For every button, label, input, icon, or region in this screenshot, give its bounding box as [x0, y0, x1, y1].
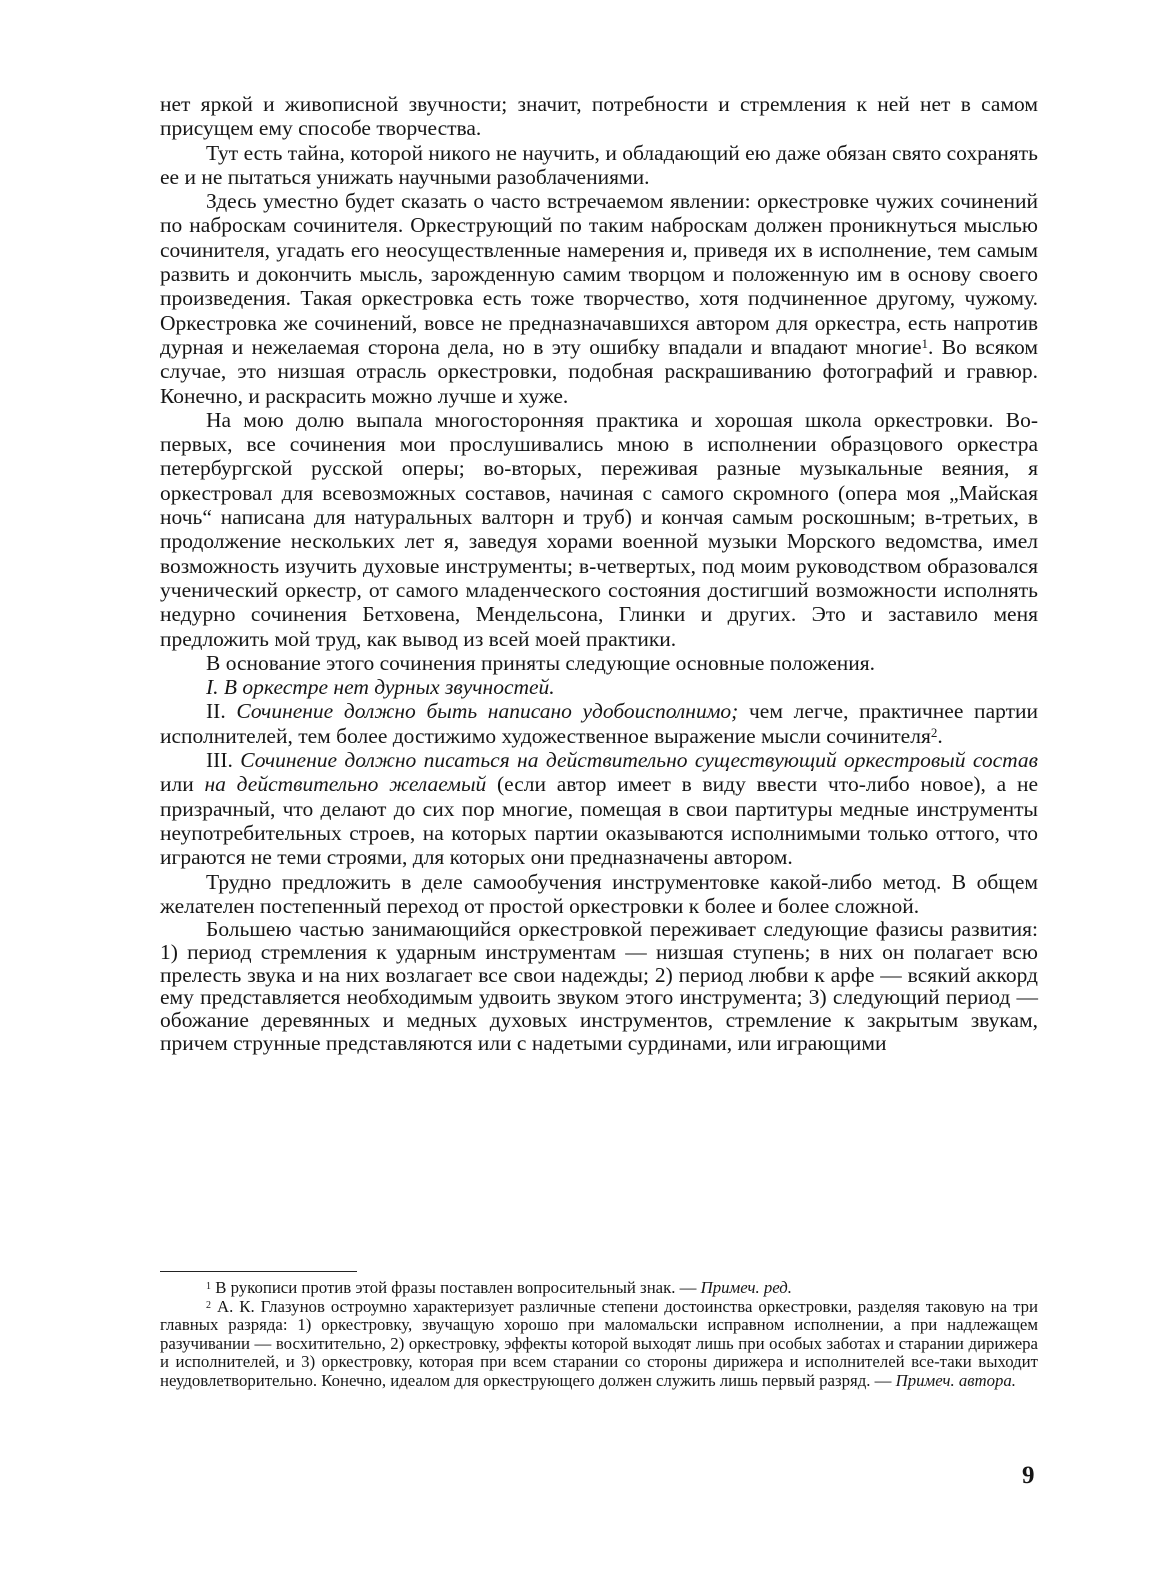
page-number: 9	[1022, 1462, 1035, 1489]
footnote	[160, 1279, 1038, 1298]
paragraph-text: .	[937, 723, 943, 748]
main-text	[160, 92, 1038, 1055]
principle-text: Сочинение должно быть написано удобоисполнимо;	[236, 699, 739, 724]
paragraph-text: (если автор имеет в виду ввести что-либо новое), а не призрачный, что делают до сих пор многие, помещая в свои партитуры медные инструменты неупотребительных строев, на которых партии оказываются исполнимыми только оттого, что играются не теми строями, для которых они предназначены автором.	[160, 772, 1038, 870]
principle-number: II.	[206, 699, 237, 724]
footnote-mark: 2	[206, 1299, 211, 1311]
paragraph-text: или	[160, 772, 205, 797]
principle-3	[160, 748, 1038, 869]
paragraph: нет яркой и живописной звучности; значит, потребности и стремления к ней нет в самом присущем ему способе творчества.	[160, 92, 1038, 141]
paragraph	[160, 189, 1038, 408]
footnote-note: Примеч. ред.	[700, 1278, 792, 1297]
principle-1	[160, 675, 1038, 699]
paragraph-text: чем легче, практичнее партии исполнителей, тем более достижимо художественное выражение мысли сочинителя	[160, 699, 1038, 748]
footnote-mark: 1	[206, 1281, 211, 1292]
principle-2	[160, 699, 1038, 748]
principle-text: на действительно желаемый	[204, 772, 487, 797]
paragraph-text: . Во всяком случае, это низшая отрасль оркестровки, подобная раскрашиванию фотографий и гравюр. Конечно, и раскрасить можно лучше и хуже.	[160, 334, 1038, 408]
footnote-text: В рукописи против этой фразы поставлен вопросительный знак. —	[211, 1278, 701, 1297]
paragraph: Трудно предложить в деле самообучения инструментовке какой-либо метод. В общем желателен постепенный переход от простой оркестровки к более и более сложной.	[160, 869, 1038, 918]
principle-number: III.	[206, 748, 241, 773]
footnote	[160, 1298, 1038, 1391]
paragraph: В основание этого сочинения приняты следующие основные положения.	[206, 650, 876, 675]
paragraph-text: Здесь уместно будет сказать о часто встречаемом явлении: оркестровке чужих сочинений по наброскам сочинителя. Оркеструющий по таким наброскам должен проникнуться мыслью сочинителя, угадать его неосуществленные намерения и, приведя их в исполнение, тем самым развить и докончить мысль, зарожденную самим творцом и положенную им в основу своего произведения. Такая оркестровка есть тоже творчество, хотя подчиненное другому, чужому. Оркестровка же сочинений, вовсе не предназначавшихся автором для оркестра, есть напротив дурная и нежелаемая сторона дела, но в эту ошибку впадали и впадают многие	[160, 189, 1038, 359]
paragraph: На мою долю выпала многосторонняя практика и хорошая школа оркестровки. Во-первых, все сочинения мои прослушивались мною в исполнении образцового оркестра петербургской русской оперы; во-вторых, переживая разные музыкальные веяния, я оркестровал для всевозможных составов, начиная с самого скромного (опера моя „Майская ночь“ написана для натуральных валторн и труб) и кончая самым роскошным; в-третьих, в продолжение нескольких лет я, заведуя хорами военной музыки Морского ведомства, имел возможность изучить духовые инструменты; в-четвертых, под моим руководством образовался ученический оркестр, от самого младенческого состояния достигший возможности исполнять недурно сочинения Бетховена, Мендельсона, Глинки и других. Это и заставило меня предложить мой труд, как вывод из всей моей практики.	[160, 407, 1038, 651]
footnotes	[160, 1279, 1038, 1391]
footnote-divider	[160, 1271, 357, 1272]
footnote-marker: 1	[921, 335, 929, 351]
paragraph: Тут есть тайна, которой никого не научить, и обладающий ею даже обязан свято сохранять ее и не пытаться унижать научными разоблачениями.	[160, 140, 1038, 189]
principle-text: I. В оркестре нет дурных звучностей.	[206, 675, 555, 700]
footnote-note: Примеч. автора.	[895, 1370, 1017, 1390]
footnote-text: А. К. Глазунов остроумно характеризует различные степени достоинства оркестровки, разделяя таковую на три главных разряда: 1) оркестровку, звучащую хорошо при маломальски исправном исполнении, а при надлежащем разучивании — восхитительно, 2) оркестровку, эффекты которой выходят лишь при особых заботах и старании дирижера и исполнителей, и 3) оркестровку, которая при всем старании со стороны дирижера и исполнителей все-таки выходит неудовлетворительно. Конечно, идеалом для оркеструющего должен служить лишь первый разряд. —	[160, 1296, 1038, 1390]
principle-text: Сочинение должно писаться на действительно существующий оркестровый состав	[240, 748, 1038, 773]
paragraph: Большею частью занимающийся оркестровкой переживает следующие фазисы развития: 1) период стремления к ударным инструментам — низшая ступень; в них он полагает всю прелесть звука и на них возлагает все свои надежды; 2) период любви к арфе — всякий аккорд ему представляется необходимым удвоить звуком этого инструмента; 3) следующий период — обожание деревянных и медных духовых инструментов, стремление к закрытым звукам, причем струнные представляются или с надетыми сурдинами, или играющими	[160, 917, 1038, 1056]
footnote-marker: 2	[930, 724, 938, 740]
